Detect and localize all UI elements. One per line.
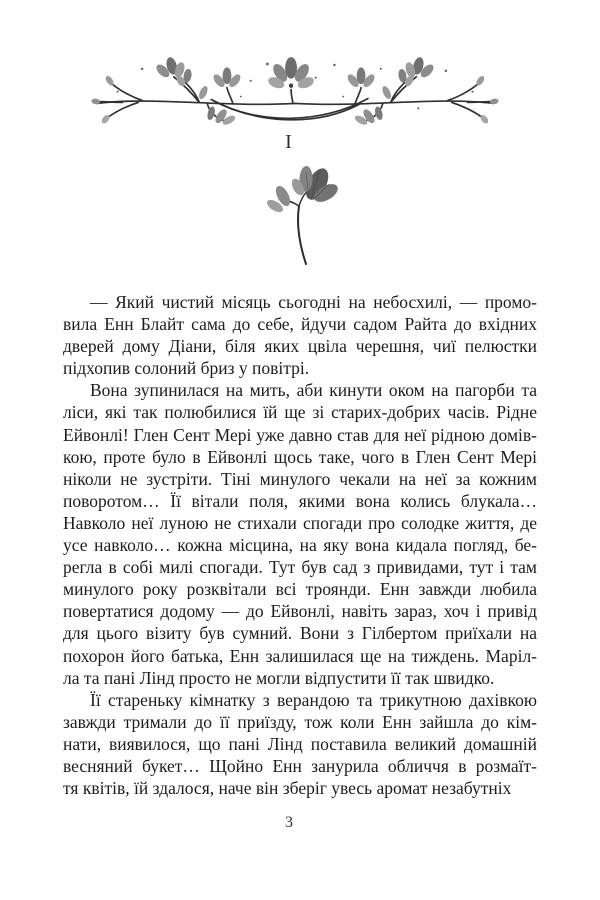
text-line: тя квітів, їй здалося, наче він зберіг увесь аромат незабутніх — [63, 778, 512, 799]
text-line: нати, виявилося, що пані Лінд поставила великий домашній — [63, 733, 537, 754]
text-line: поворотом… Її вітали поля, якими вона колись блукала… — [63, 490, 537, 511]
text-line: ла та пані Лінд просто не могли відпустити її так швидко. — [63, 667, 495, 688]
text-line: повертатися додому — до Ейвонлі, навіть зараз, хоч і привід — [63, 601, 537, 622]
chapter-numeral: I — [285, 131, 293, 153]
text-line: регла в собі милі спогади. Тут був сад з привидами, тут і там — [63, 557, 537, 578]
text-line: для цього візиту був сумний. Вони з Гілбертом приїхали на — [63, 623, 537, 644]
flower-sprig-icon — [249, 160, 343, 268]
paragraph — [63, 379, 537, 688]
text-line: весняний букет… Щойно Енн занурила обличчя в розмаїт- — [63, 755, 537, 776]
text-line: ніколи не зустріти. Тіні минулого чекали на неї за кожним — [63, 468, 537, 489]
text-line: минулого року розквітали всі троянди. Енн завжди любила — [63, 579, 537, 600]
text-line: — Який чистий місяць сьогодні на небосхилі, — промо- — [90, 292, 537, 312]
text-line: усе навколо… кожна місцина, на яку вона кидала погляд, бе- — [63, 535, 537, 556]
floral-garland-icon — [83, 56, 507, 138]
right-flank-flower — [346, 67, 377, 89]
text-line: дверей дому Діани, біля яких цвіла черешня, чиї пелюстки — [63, 336, 537, 357]
center-flower — [267, 57, 316, 90]
text-line: похорон його батька, Енн залишилася ще на тиждень. Маріл- — [63, 645, 537, 666]
text-line: Навколо неї луною не стихали спогади про солодке життя, де — [63, 512, 537, 533]
text-line: ліси, які так полюбилися їй ще зі старих-добрих часів. Рідне — [63, 402, 537, 423]
text-line: кою, проте було в Ейвонлі щось таке, чого в Глен Сент Мері — [63, 446, 537, 467]
text-line: Вона зупинилася на мить, аби кинути оком на пагорби та — [90, 380, 537, 401]
sprig-leaves — [265, 184, 293, 215]
left-flank-flower — [211, 67, 242, 89]
paragraph — [63, 689, 537, 799]
text-line: підхопив солоний бриз у повітрі. — [63, 358, 310, 379]
paragraph — [63, 291, 537, 379]
text-line: вила Енн Блайт сама до себе, йдучи садом Райта до вхідних — [63, 314, 537, 335]
text-line: Її стареньку кімнатку з верандою та трикутною дахівкою — [90, 689, 537, 710]
text-line: Ейвонлі! Глен Сент Мері уже давно став для неї рідною домів- — [63, 424, 537, 445]
page-number: 3 — [285, 814, 293, 831]
text-line: завжди тримали до її приїзду, тож коли Енн зайшла до кім- — [63, 711, 537, 732]
page-body — [63, 291, 537, 799]
